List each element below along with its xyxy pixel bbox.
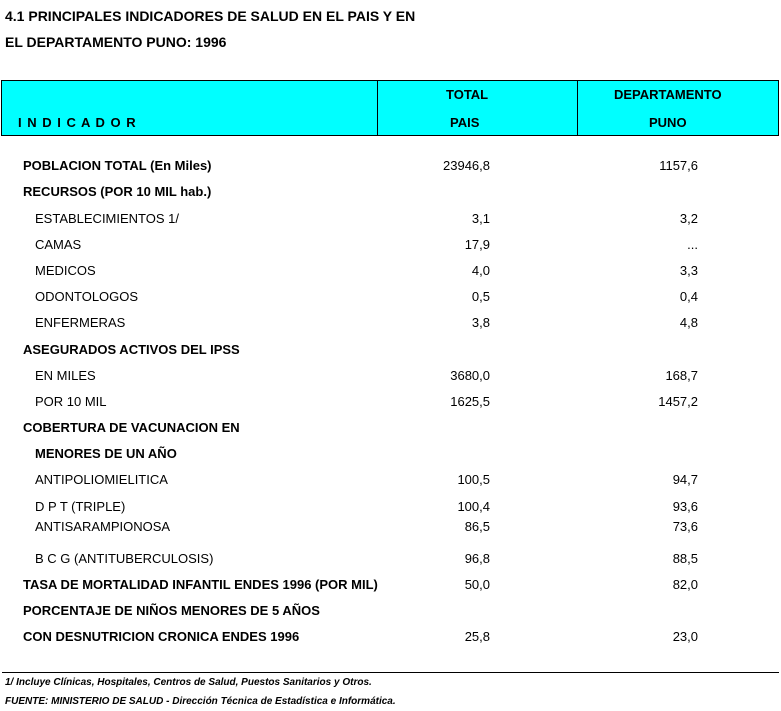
row-value-puno: ... [687,237,698,252]
header-pais: PAIS [450,115,480,130]
table-row [0,315,781,333]
header-puno: PUNO [649,115,687,130]
row-label: B C G (ANTITUBERCULOSIS) [35,551,214,566]
footnote-1: 1/ Incluye Clínicas, Hospitales, Centros de Salud, Puestos Sanitarios y Otros. [5,677,372,688]
header-cell-total-pais [378,81,578,135]
table-row [0,237,781,255]
row-label: ODONTOLOGOS [35,289,139,304]
row-value-pais: 17,9 [464,237,490,252]
row-value-puno: 168,7 [665,368,698,383]
row-label: ASEGURADOS ACTIVOS DEL IPSS [23,342,240,357]
header-indicador: I N D I C A D O R [18,115,137,130]
row-label: D P T (TRIPLE) [35,499,126,514]
header-departamento: DEPARTAMENTO [614,87,722,102]
row-label: EN MILES [35,368,96,383]
table-row [0,368,781,386]
row-value-pais: 1625,5 [450,394,490,409]
table-title-line-1: 4.1 PRINCIPALES INDICADORES DE SALUD EN EL PAIS Y EN [5,8,416,24]
table-row [0,519,781,537]
row-label: PORCENTAJE DE NIÑOS MENORES DE 5 AÑOS [23,603,320,618]
row-value-pais: 23946,8 [443,158,490,173]
table-title-line-2: EL DEPARTAMENTO PUNO: 1996 [5,34,227,50]
row-value-puno: 1457,2 [658,394,698,409]
row-value-pais: 25,8 [464,629,490,644]
row-value-puno: 93,6 [672,499,698,514]
row-label: ENFERMERAS [35,315,126,330]
row-label: ANTIPOLIOMIELITICA [35,472,168,487]
row-label: POR 10 MIL [35,394,107,409]
table-row [0,499,781,517]
row-value-puno: 3,3 [679,263,698,278]
row-label: COBERTURA DE VACUNACION EN [23,420,240,435]
table-row [0,446,781,464]
table-row [0,263,781,281]
row-value-puno: 88,5 [672,551,698,566]
row-value-puno: 0,4 [679,289,698,304]
row-label: ANTISARAMPIONOSA [35,519,171,534]
table-row [0,472,781,490]
header-total: TOTAL [446,87,489,102]
row-value-pais: 3680,0 [450,368,490,383]
row-label: POBLACION TOTAL (En Miles) [23,158,212,173]
header-cell-departamento-puno [578,81,778,135]
row-label: CAMAS [35,237,82,252]
row-label: RECURSOS (POR 10 MIL hab.) [23,184,212,199]
table-row [0,158,781,176]
row-value-puno: 23,0 [672,629,698,644]
row-value-pais: 86,5 [464,519,490,534]
table-row [0,211,781,229]
row-label: TASA DE MORTALIDAD INFANTIL ENDES 1996 (POR MIL) [23,577,378,592]
table-row [0,394,781,412]
row-value-pais: 100,4 [457,499,490,514]
row-label: MENORES DE UN AÑO [35,446,177,461]
row-value-puno: 1157,6 [659,158,698,173]
table-row [0,420,781,438]
table-row [0,289,781,307]
row-value-pais: 50,0 [464,577,490,592]
row-value-pais: 4,0 [471,263,490,278]
row-value-puno: 3,2 [679,211,698,226]
table-header [1,80,779,136]
table-row [0,629,781,647]
row-label: CON DESNUTRICION CRONICA ENDES 1996 [23,629,300,644]
table-row [0,577,781,595]
table-row [0,184,781,202]
row-value-pais: 3,1 [471,211,490,226]
row-value-puno: 4,8 [679,315,698,330]
table-row [0,603,781,621]
row-value-pais: 0,5 [471,289,490,304]
row-value-puno: 73,6 [672,519,698,534]
header-cell-indicador [2,81,378,135]
row-value-pais: 100,5 [457,472,490,487]
row-value-pais: 96,8 [464,551,490,566]
row-label: MEDICOS [35,263,96,278]
row-label: ESTABLECIMIENTOS 1/ [35,211,180,226]
footer-divider [2,672,779,673]
row-value-puno: 94,7 [672,472,698,487]
source-note: FUENTE: MINISTERIO DE SALUD - Dirección Técnica de Estadística e Informática. [5,696,396,707]
table-row [0,551,781,569]
row-value-puno: 82,0 [672,577,698,592]
row-value-pais: 3,8 [471,315,490,330]
table-row [0,342,781,360]
